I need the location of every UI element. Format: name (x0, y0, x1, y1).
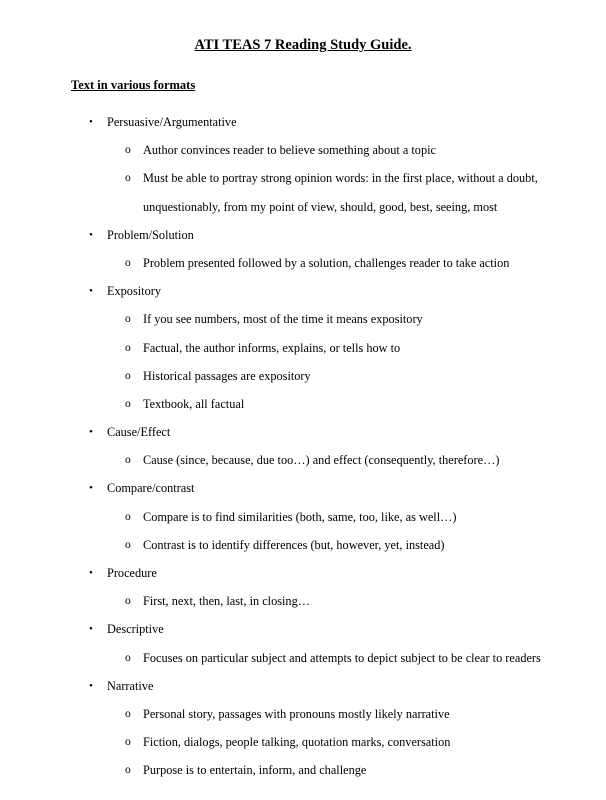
sub-bullet-icon: o (125, 764, 131, 777)
sub-list-item (0, 734, 606, 762)
outline-list (0, 114, 606, 791)
list-item-text: Author convinces reader to believe something about a topic (143, 143, 436, 158)
list-item (0, 565, 606, 593)
sub-list-item (0, 509, 606, 537)
sub-list-item (0, 170, 606, 198)
sub-bullet-icon: o (125, 397, 131, 410)
list-item-text: unquestionably, from my point of view, should, good, best, seeing, most (143, 199, 498, 214)
list-item-text: Problem presented followed by a solution, challenges reader to take action (143, 255, 510, 270)
sub-list-item-continuation (0, 199, 606, 227)
sub-bullet-icon: o (125, 595, 131, 608)
list-item-text: Must be able to portray strong opinion words: in the first place, without a doubt, (143, 171, 538, 186)
list-item-text: Expository (107, 284, 161, 299)
sub-bullet-icon: o (125, 454, 131, 467)
sub-bullet-icon: o (125, 707, 131, 720)
list-item-text: Descriptive (107, 622, 164, 637)
bullet-icon: • (89, 116, 93, 128)
list-item-text: Problem/Solution (107, 227, 194, 242)
sub-bullet-icon: o (125, 736, 131, 749)
sub-bullet-icon: o (125, 510, 131, 523)
list-item-text: Focuses on particular subject and attempts to depict subject to be clear to readers (143, 650, 541, 665)
sub-list-item (0, 650, 606, 678)
sub-list-item (0, 311, 606, 339)
sub-list-item (0, 452, 606, 480)
list-item-text: Historical passages are expository (143, 368, 311, 383)
list-item-text: Purpose is to entertain, inform, and challenge (143, 763, 367, 778)
list-item-text: Textbook, all factual (143, 396, 245, 411)
list-item-text: Cause/Effect (107, 425, 171, 440)
list-item-text: Factual, the author informs, explains, or tells how to (143, 340, 401, 355)
list-item-text: Contrast is to identify differences (but, however, yet, instead) (143, 537, 445, 552)
sub-list-item (0, 537, 606, 565)
sub-bullet-icon: o (125, 144, 131, 157)
list-item-text: Narrative (107, 678, 154, 693)
list-item (0, 424, 606, 452)
list-item-text: Compare/contrast (107, 481, 195, 496)
document-title: ATI TEAS 7 Reading Study Guide. (194, 37, 412, 53)
bullet-icon: • (89, 426, 93, 439)
section-heading: Text in various formats (71, 78, 196, 92)
bullet-icon: • (89, 679, 93, 692)
sub-list-item (0, 255, 606, 283)
bullet-icon: • (89, 228, 93, 241)
sub-list-item (0, 340, 606, 368)
sub-bullet-icon: o (125, 256, 131, 269)
list-item (0, 678, 606, 706)
list-item (0, 621, 606, 649)
bullet-icon: • (89, 482, 93, 495)
sub-list-item (0, 762, 606, 790)
sub-list-item (0, 368, 606, 396)
list-item (0, 227, 606, 255)
sub-bullet-icon: o (125, 313, 131, 326)
sub-bullet-icon: o (125, 172, 131, 185)
list-item-text: Personal story, passages with pronouns mostly likely narrative (143, 706, 450, 721)
list-item-text: Compare is to find similarities (both, same, too, like, as well…) (143, 509, 457, 524)
bullet-icon: • (89, 567, 93, 579)
sub-bullet-icon: o (125, 341, 131, 354)
bullet-icon: • (89, 285, 93, 298)
list-item-text: Procedure (107, 566, 157, 580)
sub-bullet-icon: o (125, 538, 131, 551)
sub-list-item (0, 142, 606, 170)
list-item-text: First, next, then, last, in closing… (143, 594, 311, 609)
list-item (0, 480, 606, 508)
list-item-text: Cause (since, because, due too…) and effect (consequently, therefore…) (143, 453, 500, 468)
list-item-text: Persuasive/Argumentative (107, 115, 237, 129)
list-item (0, 283, 606, 311)
list-item (0, 114, 606, 142)
list-item-text: Fiction, dialogs, people talking, quotation marks, conversation (143, 735, 451, 750)
sub-list-item (0, 593, 606, 621)
sub-list-item (0, 706, 606, 734)
list-item-text: If you see numbers, most of the time it means expository (143, 312, 423, 327)
sub-bullet-icon: o (125, 369, 131, 382)
sub-list-item (0, 396, 606, 424)
bullet-icon: • (89, 623, 93, 636)
sub-bullet-icon: o (125, 651, 131, 664)
